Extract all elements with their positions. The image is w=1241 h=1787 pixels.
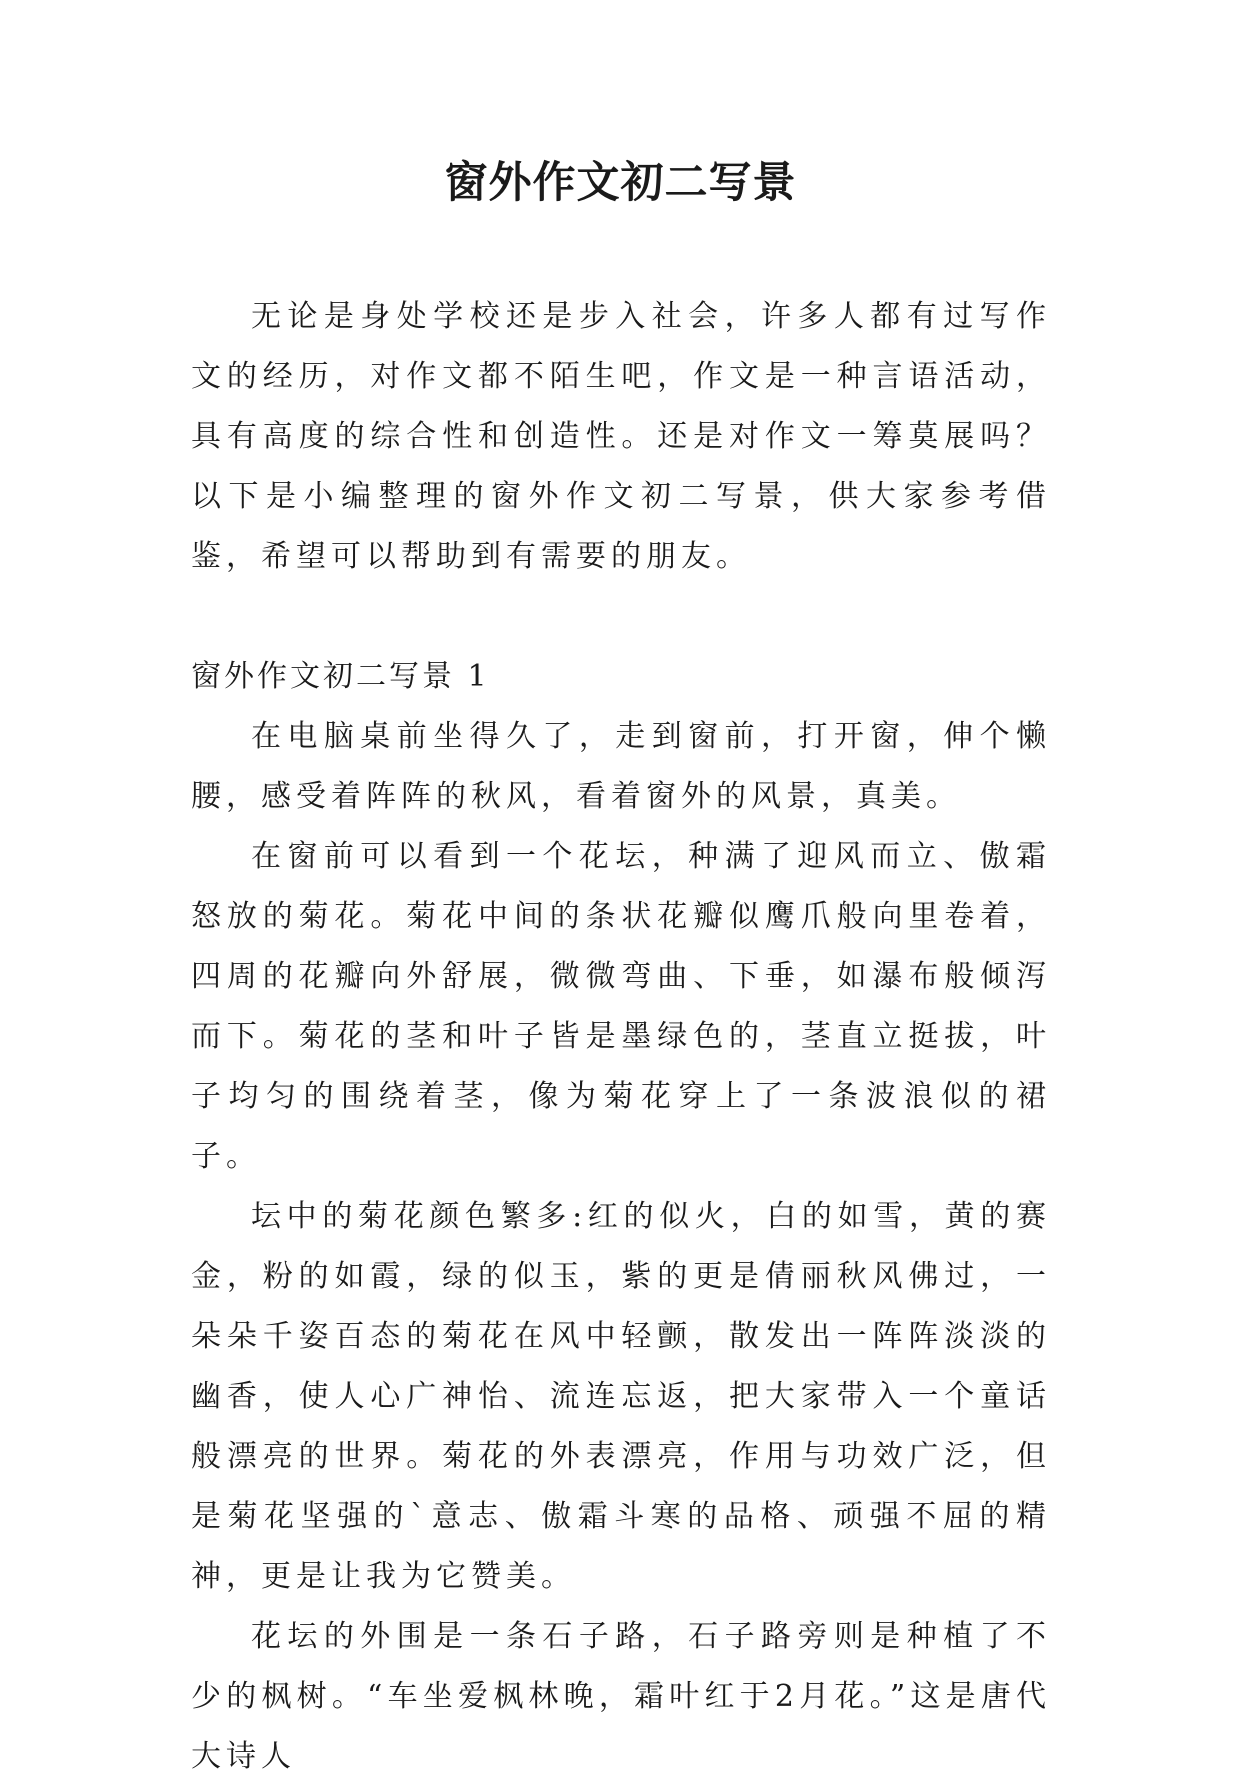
- body-paragraph-4: 花坛的外围是一条石子路，石子路旁则是种植了不少的枫树。“车坐爱枫林晚，霜叶红于2月花。”这是唐代大诗人: [191, 1619, 1051, 1774]
- body-paragraph-3: 坛中的菊花颜色繁多:红的似火，白的如雪，黄的赛金，粉的如霞，绿的似玉，紫的更是倩丽秋风佛过，一朵朵千姿百态的菊花在风中轻颤，散发出一阵阵淡淡的幽香，使人心广神怡、流连忘返，把大家带入一个童话般漂亮的世界。菊花的外表漂亮，作用与功效广泛，但是菊花坚强的`意志、傲霜斗寒的品格、顽强不屈的精神，更是让我为它赞美。: [191, 1199, 1051, 1594]
- body-paragraph-1: 在电脑桌前坐得久了，走到窗前，打开窗，伸个懒腰，感受着阵阵的秋风，看着窗外的风景，真美。: [191, 719, 1051, 814]
- document-title: 窗外作文初二写景: [444, 158, 797, 208]
- paragraph-gap: [191, 587, 1051, 647]
- section-heading: 窗外作文初二写景 1: [191, 659, 490, 694]
- document-body: [191, 287, 1051, 1787]
- body-paragraph-2: 在窗前可以看到一个花坛，种满了迎风而立、傲霜怒放的菊花。菊花中间的条状花瓣似鹰爪般向里卷着，四周的花瓣向外舒展，微微弯曲、下垂，如瀑布般倾泻而下。菊花的茎和叶子皆是墨绿色的，茎直立挺拔，叶子均匀的围绕着茎，像为菊花穿上了一条波浪似的裙子。: [191, 839, 1051, 1174]
- intro-paragraph: 无论是身处学校还是步入社会，许多人都有过写作文的经历，对作文都不陌生吧，作文是一种言语活动，具有高度的综合性和创造性。还是对作文一筹莫展吗？以下是小编整理的窗外作文初二写景，供大家参考借鉴，希望可以帮助到有需要的朋友。: [191, 299, 1051, 574]
